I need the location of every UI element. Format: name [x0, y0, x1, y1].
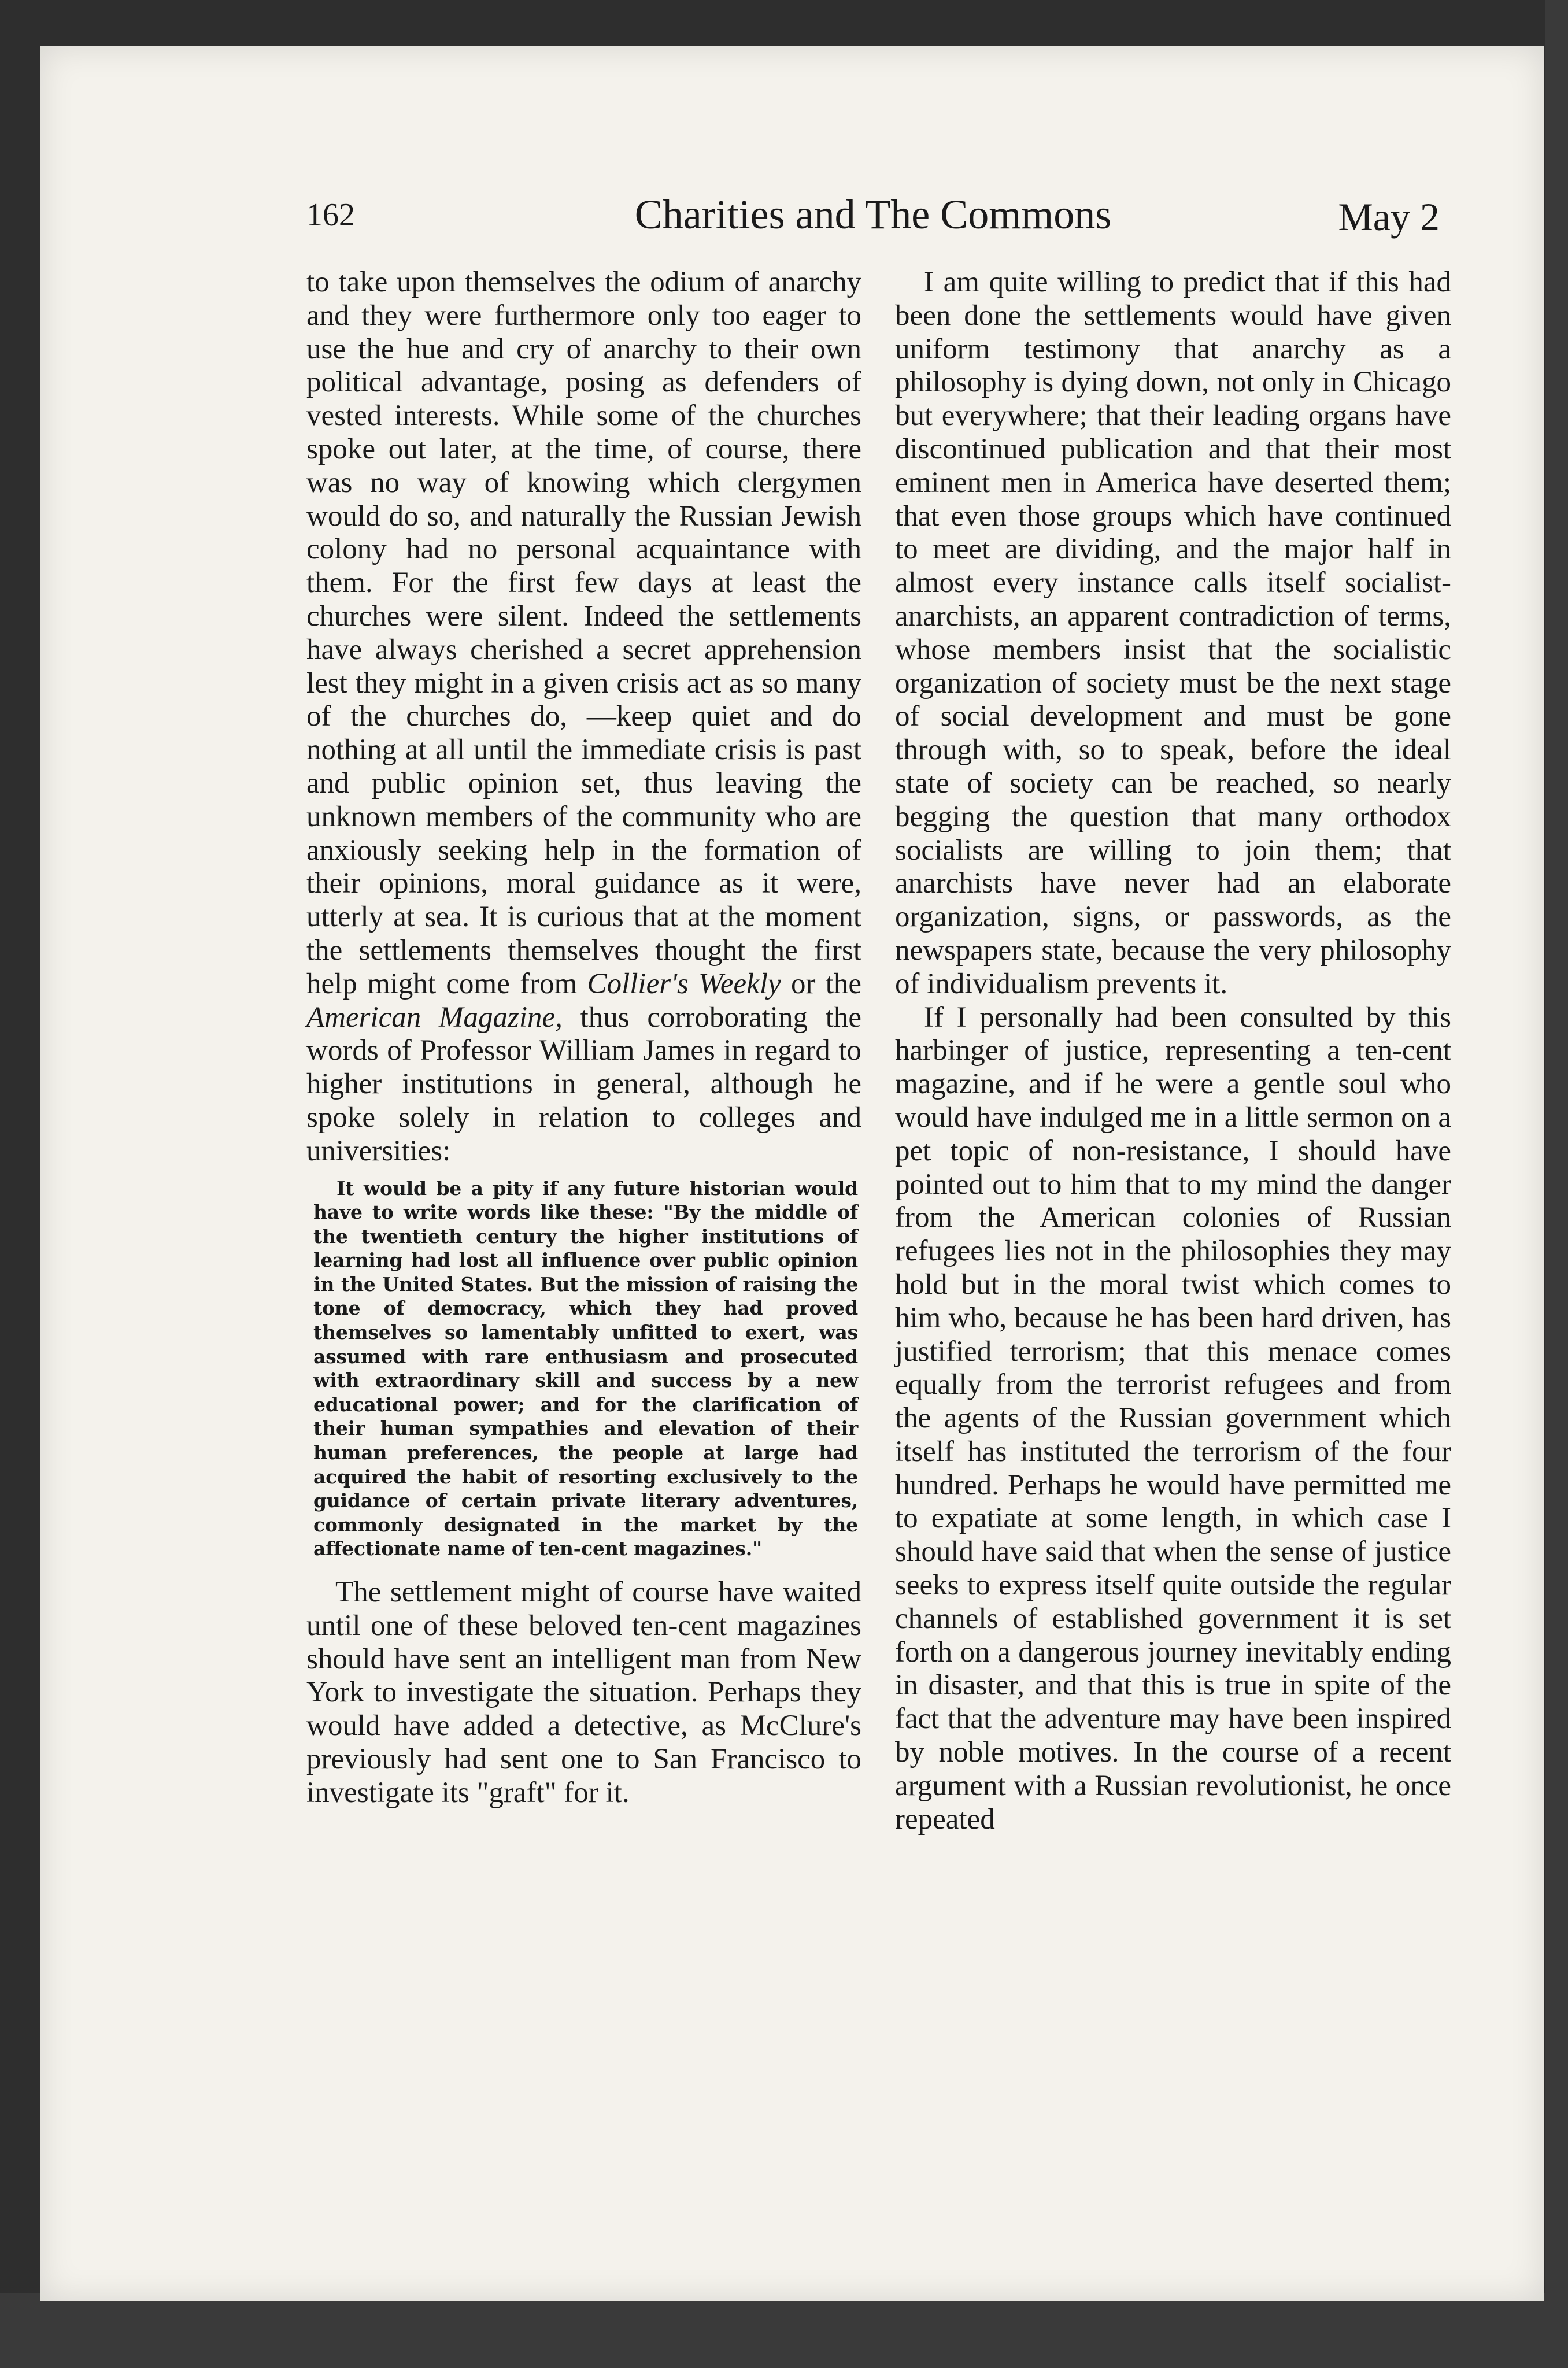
- page-number: 162: [306, 197, 355, 233]
- block-quote: It would be a pity if any future historian would have to write words like these: "By the middle of the twentieth century the higher institutions of learning had lost all influence over public opinion in the United States. But the mission of raising the tone of democracy, which they had proved themselves so lamentably unfitted to exert, was assumed with rare enthusiasm and prosecuted with extraordinary skill and success by a new educational power; and for the clarification of their human sympathies and elevation of their human preferences, the people at large had acquired the habit of resorting exclusively to the guidance of certain private literary adventures, commonly designated in the market by the affectionate name of ten-cent magazines.": [313, 1176, 858, 1560]
- left-column: [306, 266, 861, 1810]
- right-paragraph-2: If I personally had been consulted by this harbinger of justice, representing a ten-cent magazine, and if he were a gentle soul who would have indulged me in a little sermon on a pet topic of non-resistance, I should have pointed out to him that to my mind the danger from the American colonies of Russian refugees lies not in the philosophies they may hold but in the moral twist which comes to him who, because he has been hard driven, has justified terrorism; that this menace comes equally from the terrorist refugees and from the agents of the Russian government which itself has instituted the terrorism of the four hundred. Perhaps he would have permitted me to expatiate at some length, in which case I should have said that when the sense of justice seeks to express itself quite outside the regular channels of established government it is set forth on a dangerous journey inevitably ending in disaster, and that this is true in spite of the fact that the adventure may have been inspired by noble motives. In the course of a recent argument with a Russian revolutionist, he once repeated: [895, 1001, 1451, 1836]
- scan-border-right: [1545, 0, 1568, 2368]
- publication-title: American Magazine,: [306, 1001, 563, 1034]
- scan-border-bottom: [0, 2293, 1568, 2368]
- right-column: [895, 266, 1451, 1836]
- issue-date: May 2: [1338, 195, 1440, 239]
- page-header: [306, 191, 1440, 254]
- right-paragraph-1: I am quite willing to predict that if this had been done the settlements would have given uniform testimony that anarchy as a philosophy is dying down, not only in Chicago but everywhere; that their leading organs have discontinued publication and that their most eminent men in America have deserted them; that even those groups which have continued to meet are dividing, and the major half in almost every instance calls itself socialist-anarchists, an apparent contradiction of terms, whose members insist that the socialistic organization of society must be the next stage of social development and must be gone through with, so to speak, before the ideal state of society can be reached, so nearly begging the question that many orthodox socialists are willing to join them; that anarchists have never had an elaborate organization, signs, or passwords, as the newspapers state, because the very philosophy of individualism prevents it.: [895, 266, 1451, 1000]
- running-title: Charities and The Commons: [634, 191, 1112, 238]
- left-paragraph-2: The settlement might of course have waited until one of these beloved ten-cent magazines should have sent an intelligent man from New York to investigate the situation. Perhaps they would have added a detective, as McClure's previously had sent one to San Francisco to investigate its "graft" for it.: [306, 1576, 861, 1809]
- left-paragraph-1: to take upon themselves the odium of anarchy and they were furthermore only too eager to use the hue and cry of anarchy to their own political advantage, posing as defenders of vested interests. While some of the churches spoke out later, at the time, of course, there was no way of knowing which clergymen would do so, and naturally the Russian Jewish colony had no personal acquaintance with them. For the first few days at least the churches were silent. Indeed the settlements have always cherished a secret apprehension lest they might in a given crisis act as so many of the churches do, —keep quiet and do nothing at all until the immediate crisis is past and public opinion set, thus leaving the unknown members of the community who are anxiously seeking help in the formation of their opinions, moral guidance as it were, utterly at sea. It is curious that at the moment the settlements themselves thought the first help might come from Collier's Weekly or the American Magazine, thus corroborating the words of Professor William James in regard to higher institutions in general, although he spoke solely in relation to colleges and universities:: [306, 266, 862, 1167]
- publication-title: Collier's Weekly: [587, 967, 781, 1000]
